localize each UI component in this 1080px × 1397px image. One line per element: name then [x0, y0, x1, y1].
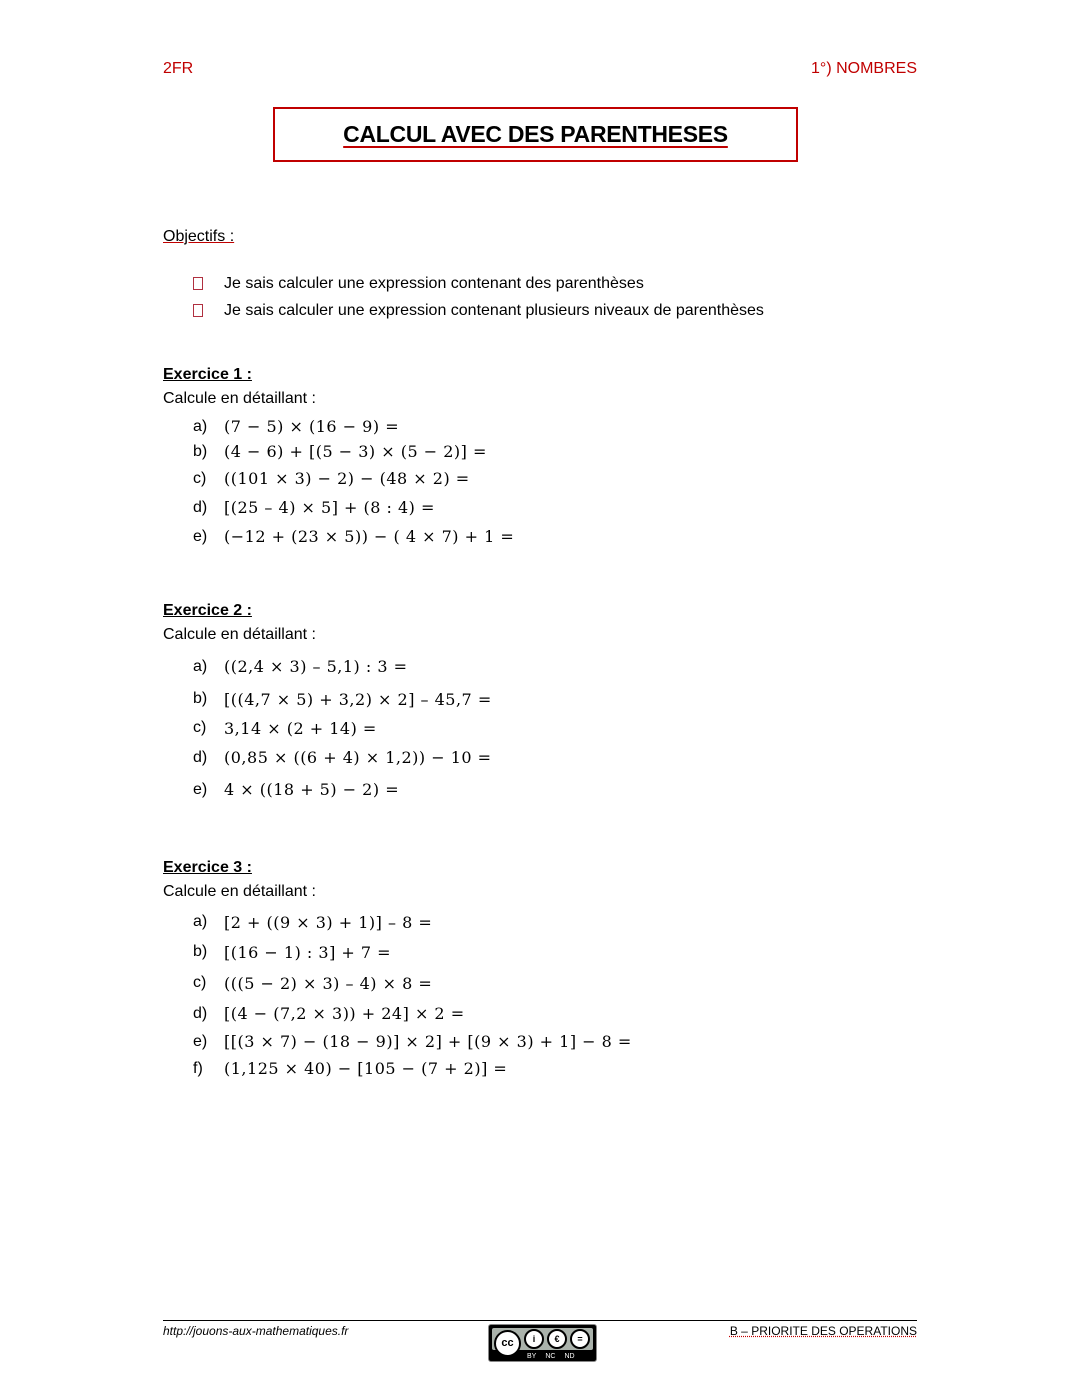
- objectives-list: [193, 270, 764, 324]
- item-label: c): [193, 974, 207, 991]
- item-label: a): [193, 417, 208, 435]
- objective-item: [193, 297, 764, 324]
- item-label: f): [193, 1059, 203, 1077]
- item-expression: (1,125 × 40) − [105 − (7 + 2)] =: [224, 1059, 508, 1078]
- checkbox-icon[interactable]: [193, 304, 203, 317]
- license-label-nc: NC: [545, 1353, 556, 1360]
- exercise-item: [193, 522, 514, 551]
- item-expression: (0,85 × ((6 + 4) × 1,2)) − 10 =: [224, 748, 492, 767]
- license-label-by: BY: [527, 1353, 537, 1360]
- item-expression: (((5 − 2) × 3) – 4) × 8 =: [224, 973, 433, 993]
- license-label-nd: ND: [564, 1353, 575, 1360]
- exercise-intro: Calcule en détaillant :: [163, 883, 316, 900]
- item-expression: 4 × ((18 + 5) − 2) =: [224, 780, 400, 799]
- exercise-item: [193, 439, 514, 464]
- objective-item: [193, 270, 764, 297]
- cc-icon: cc: [494, 1330, 521, 1357]
- checkbox-icon[interactable]: [193, 277, 203, 290]
- header-class-label: 2FR: [163, 60, 194, 77]
- item-label: e): [193, 1032, 208, 1050]
- exercise-item: [193, 414, 514, 439]
- exercise-item: [193, 937, 632, 967]
- item-label: d): [193, 498, 208, 516]
- item-expression: ((2,4 × 3) – 5,1) : 3 =: [224, 657, 408, 676]
- exercise-item: [193, 464, 514, 493]
- exercise-item: [193, 774, 492, 805]
- item-expression: (−12 + (23 × 5)) − ( 4 × 7) + 1 =: [224, 527, 515, 546]
- attribution-icon: i: [524, 1329, 544, 1349]
- objective-text: Je sais calculer une expression contenant plusieurs niveaux de parenthèses: [224, 301, 764, 319]
- item-expression: 3,14 × (2 + 14) =: [224, 718, 377, 738]
- no-derivatives-icon: =: [570, 1329, 590, 1349]
- item-expression: [((4,7 × 5) + 3,2) × 2] – 45,7 =: [224, 689, 492, 709]
- footer-section-label: B – PRIORITE DES OPERATIONS: [729, 1324, 917, 1338]
- exercise-intro: Calcule en détaillant :: [163, 626, 316, 643]
- exercise-item: [193, 715, 492, 741]
- title-box: [273, 107, 798, 162]
- exercise-intro: Calcule en détaillant :: [163, 390, 316, 407]
- exercise-item: [193, 1055, 632, 1082]
- exercise-item: [193, 1028, 632, 1055]
- item-label: d): [193, 748, 208, 766]
- item-expression: [(4 − (7,2 × 3)) + 24] × 2 =: [224, 1004, 465, 1023]
- exercise-title: Exercice 3 :: [163, 859, 252, 876]
- exercise-item: [193, 741, 492, 774]
- item-expression: [2 + ((9 × 3) + 1)] – 8 =: [224, 912, 433, 932]
- item-label: e): [193, 780, 208, 798]
- exercise-item: [193, 650, 492, 683]
- objectives-heading: Objectifs :: [163, 228, 235, 245]
- page-title: CALCUL AVEC DES PARENTHESES: [343, 121, 728, 147]
- exercise-2: [163, 598, 492, 805]
- item-label: b): [193, 943, 208, 960]
- item-expression: (4 − 6) + [(5 − 3) × (5 − 2)] =: [224, 442, 487, 461]
- exercise-item: [193, 683, 492, 715]
- exercise-title: Exercice 2 :: [163, 602, 252, 619]
- item-expression: (7 − 5) × (16 − 9) =: [224, 417, 400, 436]
- cc-by-nc-nd-icon: [488, 1324, 597, 1362]
- item-expression: [[(3 × 7) − (18 − 9)] × 2] + [(9 × 3) + 1] − 8 =: [224, 1032, 632, 1051]
- item-label: c): [193, 719, 207, 736]
- exercise-item: [193, 999, 632, 1028]
- item-label: b): [193, 442, 208, 460]
- item-expression: ((101 × 3) − 2) − (48 × 2) =: [224, 469, 470, 488]
- exercise-3: [163, 855, 632, 1082]
- exercise-title: Exercice 1 :: [163, 366, 252, 383]
- item-label: d): [193, 1004, 208, 1022]
- item-expression: [(25 – 4) × 5] + (8 : 4) =: [224, 498, 435, 517]
- exercise-item: [193, 967, 632, 999]
- objective-text: Je sais calculer une expression contenant des parenthèses: [224, 274, 644, 292]
- exercise-item: [193, 907, 632, 937]
- item-label: c): [193, 469, 207, 487]
- item-label: e): [193, 527, 208, 545]
- footer-divider: [163, 1320, 917, 1321]
- non-commercial-icon: €: [547, 1329, 567, 1349]
- item-label: a): [193, 913, 208, 930]
- exercise-1: [163, 362, 514, 551]
- item-expression: [(16 − 1) : 3] + 7 =: [224, 942, 392, 962]
- footer-website-link[interactable]: http://jouons-aux-mathematiques.fr: [163, 1324, 349, 1338]
- item-label: a): [193, 657, 208, 675]
- exercise-item: [193, 493, 514, 522]
- header-chapter-label: 1°) NOMBRES: [811, 60, 917, 77]
- item-label: b): [193, 690, 208, 707]
